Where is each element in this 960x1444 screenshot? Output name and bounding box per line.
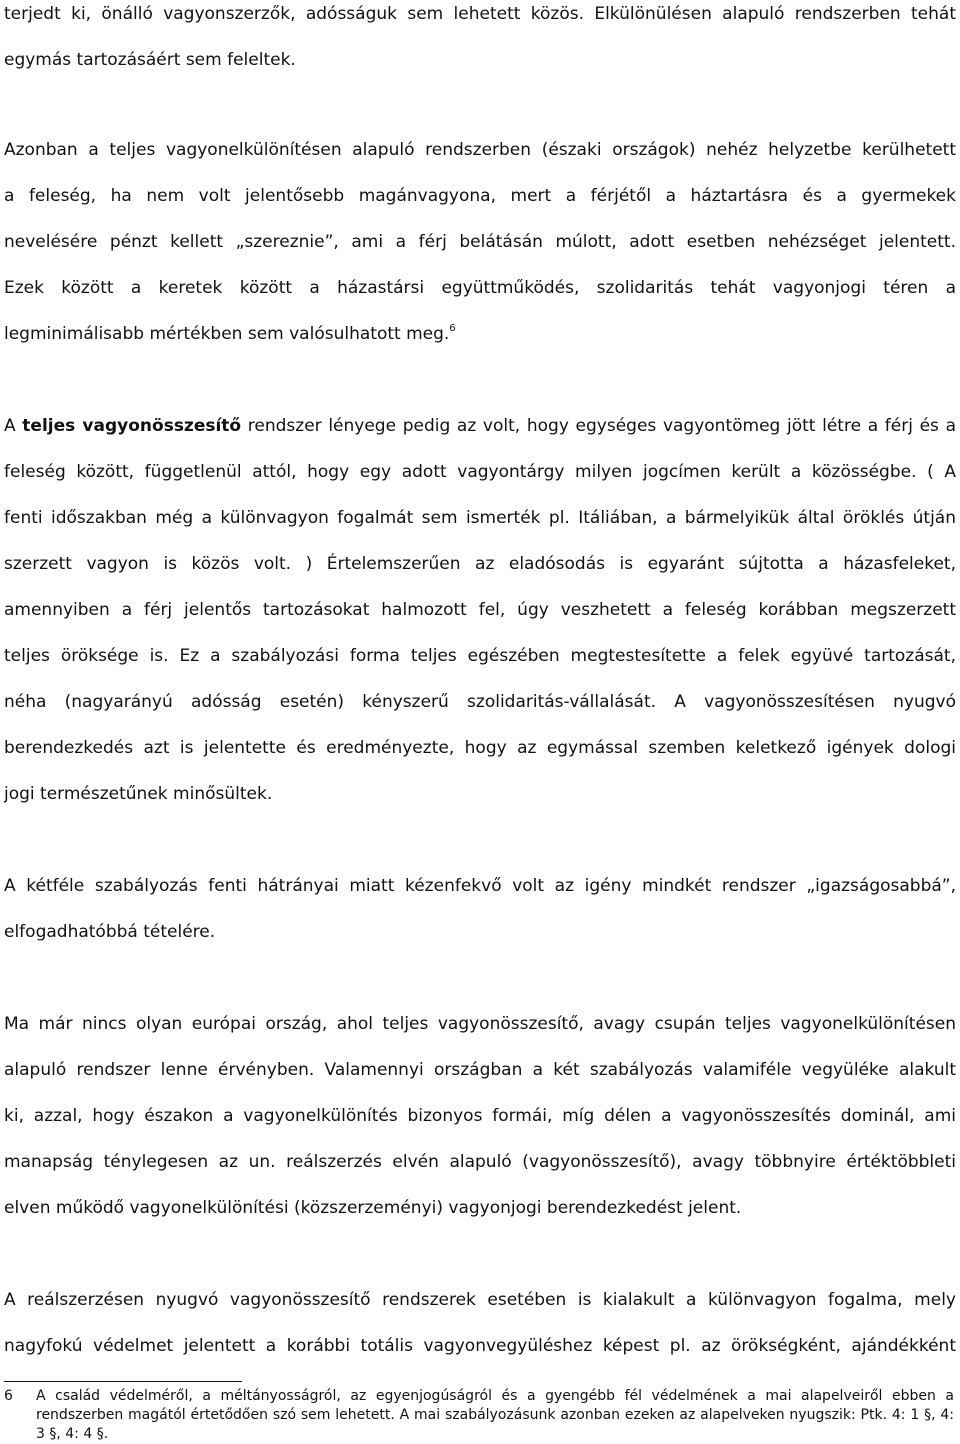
text-line: A reálszerzésen nyugvó vagyonösszesítő rendszerek esetében is kialakult a különvagyon fogalma, mely [4,1290,956,1310]
text-line: teljes öröksége is. Ez a szabályozási forma teljes egészében megtestesítette a felek együvé tartozását, [4,646,956,666]
text-line: Azonban a teljes vagyonelkülönítésen alapuló rendszerben (északi országok) nehéz helyzetbe kerülhetett [4,140,956,160]
text-line: elfogadhatóbbá tételére. [4,922,216,942]
footnote-line: A család védelméről, a méltányosságról, az egyenjogúságról és a gyengébb fél védelmének a mai alapelveiről ebben a [36,1388,954,1404]
text-line [4,322,456,346]
text-line: ki, azzal, hogy északon a vagyonelkülönítés bizonyos formái, míg délen a vagyonösszesítés dominál, ami [4,1106,956,1126]
text-line: nagyfokú védelmet jelentett a korábbi totális vagyonvegyüléshez képest pl. az örökségként, ajándékként [4,1336,956,1356]
text-line: A kétféle szabályozás fenti hátrányai miatt kézenfekvő volt az igény mindkét rendszer „igazságosabbá”, [4,876,956,896]
footnote-reference[interactable]: 6 [449,323,456,334]
text-span: rendszer lényege pedig az volt, hogy egységes vagyontömeg jött létre a férj és a [241,416,956,436]
text-span: legminimálisabb mértékben sem valósulhatott meg. [4,324,450,344]
text-line: Ma már nincs olyan európai ország, ahol teljes vagyonösszesítő, avagy csupán teljes vagyonelkülönítésen [4,1014,956,1034]
text-line: néha (nagyarányú adósság esetén) kényszerű szolidaritás-vállalását. A vagyonösszesítésen nyugvó [4,692,956,712]
footnote-line: 3 §, 4: 4 §. [36,1426,109,1442]
text-line: a feleség, ha nem volt jelentősebb magánvagyona, mert a férjétől a háztartásra és a gyermekek [4,186,956,206]
text-line: amennyiben a férj jelentős tartozásokat halmozott fel, úgy veszhetett a feleség korábban megszerzett [4,600,956,620]
text-span: A [4,416,23,436]
text-line: nevelésére pénzt kellett „szereznie”, ami a férj belátásán múlott, adott esetben nehézséget jelentett. [4,232,956,252]
footnote-line: rendszerben magától értetődően szó sem lehetett. A mai szabályozásunk azonban ezeken az alapelveken nyugszik: Ptk. 4: 1 §, 4: [36,1407,954,1423]
text-line: berendezkedés azt is jelentette és eredményezte, hogy az egymással szemben keletkező igények dologi [4,738,956,758]
text-line: manapság ténylegesen az un. reálszerzés elvén alapuló (vagyonösszesítő), avagy többnyire értéktöbbleti [4,1152,956,1172]
text-line: egymás tartozásáért sem feleltek. [4,50,296,70]
footnote-separator [4,1381,242,1382]
text-line: fenti időszakban még a különvagyon fogalmát sem ismerték pl. Itáliában, a bármelyikük által öröklés útján [4,508,956,528]
text-line: terjedt ki, önálló vagyonszerzők, adósságuk sem lehetett közös. Elkülönülésen alapuló rendszerben tehát [4,4,956,24]
footnote-number: 6 [4,1388,13,1404]
text-line: Ezek között a keretek között a házastársi együttműködés, szolidaritás tehát vagyonjogi téren a [4,278,956,298]
text-line: feleség között, függetlenül attól, hogy egy adott vagyontárgy milyen jogcímen került a közösségbe. ( A [4,462,956,482]
bold-phrase: teljes vagyonösszesítő [22,416,242,436]
text-line [4,414,956,438]
text-line: jogi természetűnek minősültek. [4,784,273,804]
text-line: elven működő vagyonelkülönítési (közszerzeményi) vagyonjogi berendezkedést jelent. [4,1198,742,1218]
text-line: alapuló rendszer lenne érvényben. Valamennyi országban a két szabályozás valamiféle vegyüléke alakult [4,1060,956,1080]
text-line: szerzett vagyon is közös volt. ) Értelemszerűen az eladósodás is egyaránt sújtotta a házasfeleket, [4,554,956,574]
